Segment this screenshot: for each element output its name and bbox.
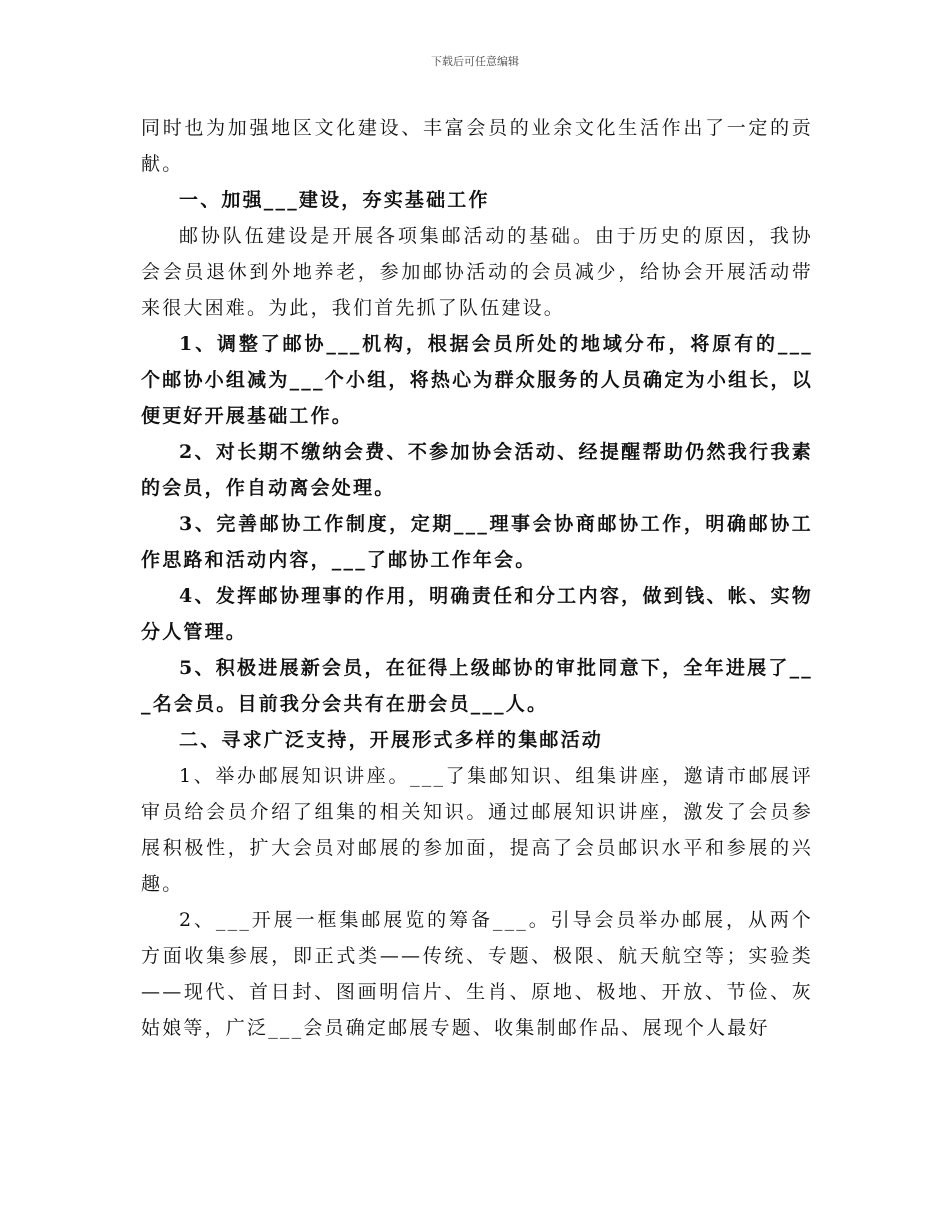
list-item-3: 3、完善邮协工作制度，定期___理事会协商邮协工作，明确邮协工作思路和活动内容，___了邮协工作年会。: [141, 513, 813, 571]
paragraph-lecture: 1、举办邮展知识讲座。___了集邮知识、组集讲座，邀请市邮展评审员给会员介绍了组集的相关知识。通过邮展知识讲座，激发了会员参展积极性，扩大会员对邮展的参加面，提高了会员邮识水平和参展的兴趣。: [141, 765, 813, 895]
section-heading-1: 一、加强___建设，夯实基础工作: [179, 189, 490, 211]
list-item-4: 4、发挥邮协理事的作用，明确责任和分工内容，做到钱、帐、实物分人管理。: [141, 585, 813, 643]
paragraph-exhibition: 2、___开展一框集邮展览的筹备___。引导会员举办邮展，从两个方面收集参展，即正式类——传统、专题、极限、航天航空等；实验类——现代、首日封、图画明信片、生肖、原地、极地、开放、节俭、灰姑娘等，广泛___会员确定邮展专题、收集制邮作品、展现个人最好: [141, 909, 813, 1039]
page-header: 下载后可任意编辑: [431, 55, 519, 68]
paragraph-intro-continuation: 同时也为加强地区文化建设、丰富会员的业余文化生活作出了一定的贡献。: [141, 117, 813, 175]
list-item-1: 1、调整了邮协___机构，根据会员所处的地域分布，将原有的___个邮协小组减为___个小组，将热心为群众服务的人员确定为小组长，以便更好开展基础工作。: [141, 333, 813, 427]
paragraph-team-building: 邮协队伍建设是开展各项集邮活动的基础。由于历史的原因，我协会会员退休到外地养老，参加邮协活动的会员减少，给协会开展活动带来很大困难。为此，我们首先抓了队伍建设。: [141, 225, 813, 319]
list-item-2: 2、对长期不缴纳会费、不参加协会活动、经提醒帮助仍然我行我素的会员，作自动离会处理。: [141, 441, 813, 499]
document-body: [141, 110, 813, 1046]
list-item-5: 5、积极进展新会员，在征得上级邮协的审批同意下，全年进展了___名会员。目前我分会共有在册会员___人。: [141, 657, 813, 715]
section-heading-2: 二、寻求广泛支持，开展形式多样的集邮活动: [179, 729, 604, 751]
